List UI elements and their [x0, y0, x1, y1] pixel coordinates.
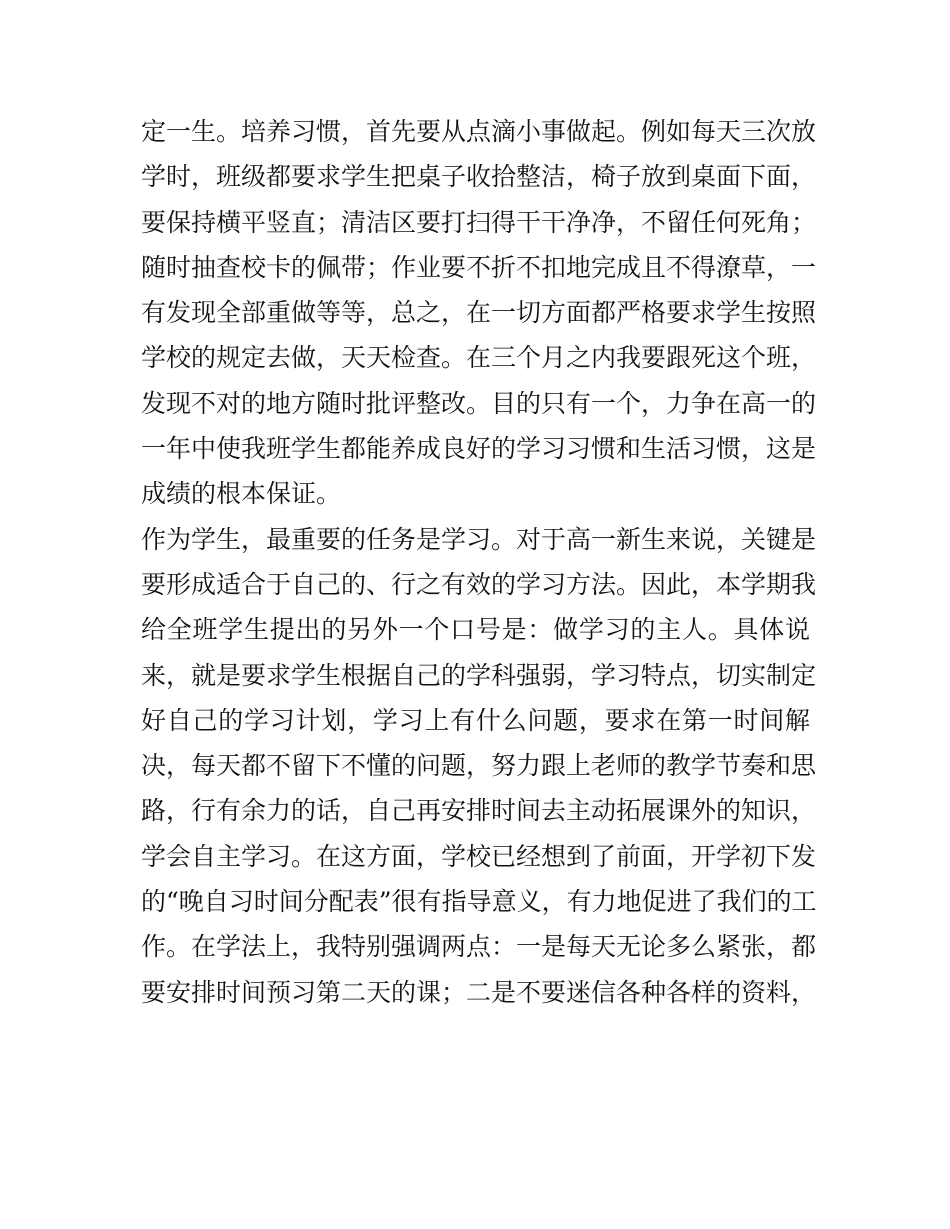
paragraph-2-line: 作。在学法上，我特别强调两点：一是每天无论多么紧张，都 [141, 932, 817, 962]
paragraph-1-line: 学校的规定去做，天天检查。在三个月之内我要跟死这个班， [141, 343, 817, 373]
document-body [141, 109, 821, 1015]
paragraph-1 [141, 109, 821, 517]
paragraph-2-line: 要安排时间预习第二天的课；二是不要迷信各种各样的资料， [141, 977, 817, 1007]
paragraph-1-line: 发现不对的地方随时批评整改。目的只有一个，力争在高一的 [141, 388, 817, 418]
paragraph-2 [141, 517, 821, 1015]
paragraph-1-line: 一年中使我班学生都能养成良好的学习习惯和生活习惯，这是 [141, 434, 817, 464]
paragraph-1-line: 要保持横平竖直；清洁区要打扫得干干净净，不留任何死角； [141, 207, 817, 237]
paragraph-2-line: 路，行有余力的话，自己再安排时间去主动拓展课外的知识， [141, 796, 817, 826]
paragraph-2-line: 好自己的学习计划，学习上有什么问题，要求在第一时间解 [141, 705, 810, 735]
paragraph-2-line: 的“晚自习时间分配表”很有指导意义，有力地促进了我们的工 [141, 887, 817, 917]
paragraph-2-line: 要形成适合于自己的、行之有效的学习方法。因此，本学期我 [141, 569, 817, 599]
paragraph-1-line: 定一生。培养习惯，首先要从点滴小事做起。例如每天三次放 [141, 117, 817, 146]
paragraph-1-line: 成绩的根本保证。 [141, 479, 342, 509]
paragraph-1-line: 有发现全部重做等等，总之，在一切方面都严格要求学生按照 [141, 298, 817, 328]
paragraph-2-line: 给全班学生提出的另外一个口号是：做学习的主人。具体说 [141, 615, 810, 645]
paragraph-2-line: 作为学生，最重要的任务是学习。对于高一新生来说，关键是 [141, 524, 817, 554]
paragraph-1-line: 随时抽查校卡的佩带；作业要不折不扣地完成且不得潦草，一 [141, 252, 817, 282]
paragraph-2-line: 来，就是要求学生根据自己的学科强弱，学习特点，切实制定 [141, 660, 817, 690]
paragraph-2-line: 学会自主学习。在这方面，学校已经想到了前面，开学初下发 [141, 841, 817, 871]
paragraph-2-line: 决，每天都不留下不懂的问题，努力跟上老师的教学节奏和思 [141, 751, 817, 781]
paragraph-1-line: 学时，班级都要求学生把桌子收拾整洁，椅子放到桌面下面， [141, 162, 817, 192]
